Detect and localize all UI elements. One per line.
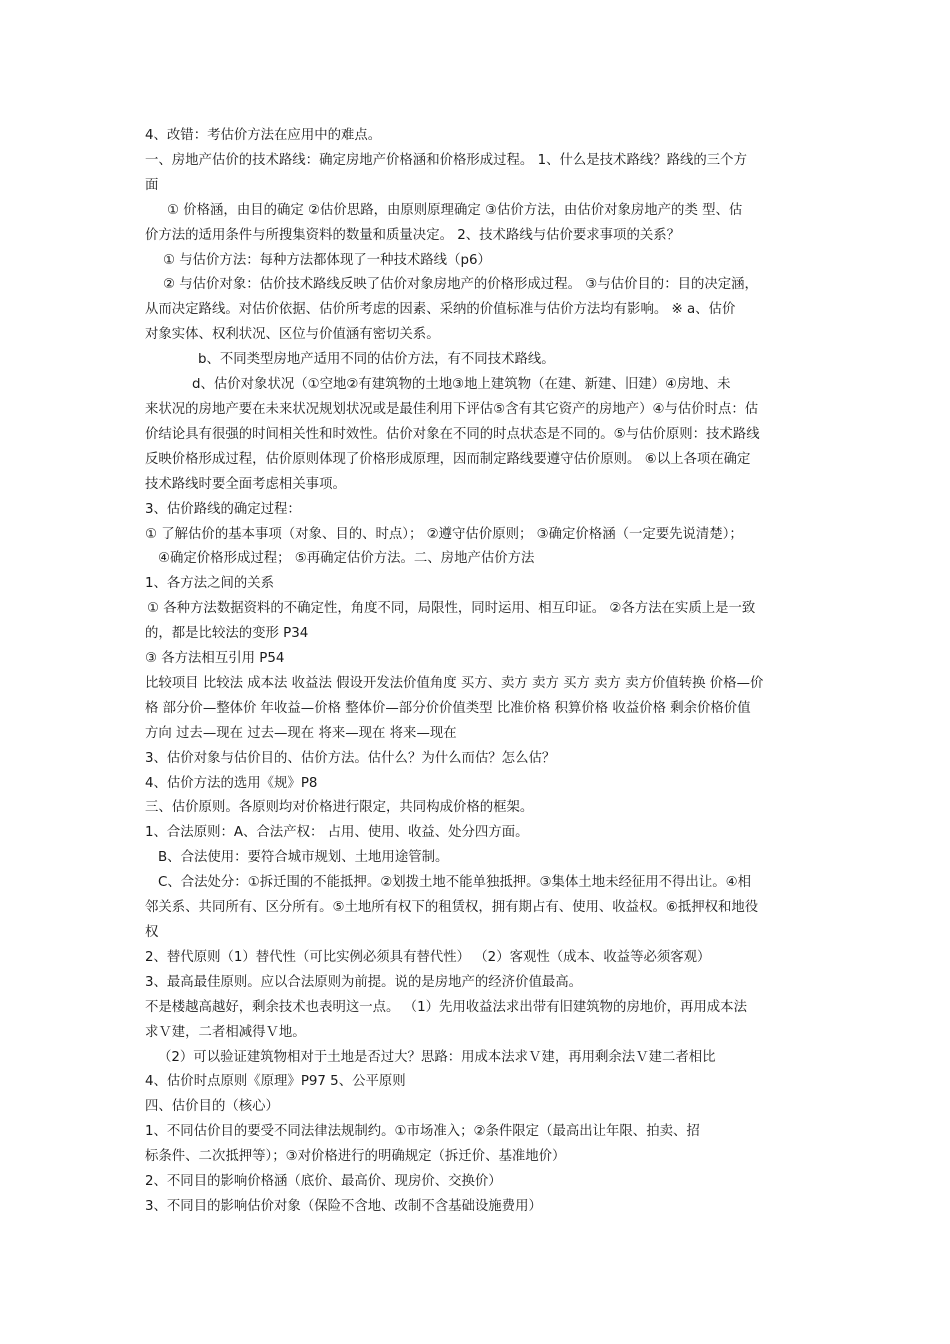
line-11: d、估价对象状况（①空地②有建筑物的土地③地上建筑物（在建、新建、旧建）④房地、未 xyxy=(192,377,731,393)
line-14: 反映价格形成过程，估价原则体现了价格形成原理，因而制定路线要遵守估价原则。 ⑥以上各项在确定 xyxy=(145,451,751,467)
line-39: 4、估价时点原则《原理》P97 5、公平原则 xyxy=(145,1074,406,1090)
line-5: 价方法的适用条件与所搜集资料的数量和质量决定。 2、技术路线与估价要求事项的关系？ xyxy=(145,227,681,243)
line-25: 方向 过去—现在 过去—现在 将来—现在 将来—现在 xyxy=(145,725,457,741)
line-37: 求Ｖ建，二者相减得Ｖ地。 xyxy=(145,1024,306,1040)
line-3: 面 xyxy=(145,177,159,193)
line-16: 3、估价路线的确定过程： xyxy=(145,501,301,517)
line-17: ① 了解估价的基本事项（对象、目的、时点）； ②遵守估价原则； ③确定价格涵（一定要先说清楚）； xyxy=(145,526,743,542)
line-12: 来状况的房地产要在未来状况规划状况或是最佳利用下评估⑤含有其它资产的房地产）④与估价时点：估 xyxy=(145,401,759,417)
line-26: 3、估价对象与估价目的、估价方法。估什么？为什么而估？怎么估？ xyxy=(145,750,556,766)
line-44: 3、不同目的影响估价对象（保险不含地、改制不含基础设施费用） xyxy=(145,1198,542,1214)
line-2: 一、房地产估价的技术路线：确定房地产价格涵和价格形成过程。 1、什么是技术路线？路线的三个方 xyxy=(145,152,747,168)
line-27: 4、估价方法的选用《规》P8 xyxy=(145,775,318,791)
line-7: ② 与估价对象：估价技术路线反映了估价对象房地产的价格形成过程。 ③与估价目的：目的决定涵， xyxy=(163,277,758,293)
line-22: ③ 各方法相互引用 P54 xyxy=(145,651,285,667)
line-33: 权 xyxy=(145,925,159,940)
line-30: B、合法使用：要符合城市规划、土地用途管制。 xyxy=(158,850,449,866)
line-23: 比较项目 比较法 成本法 收益法 假设开发法价值角度 买方、卖方 卖方 买方 卖方 卖方价值转换 价格—价 xyxy=(145,675,764,691)
line-18: ④确定价格形成过程； ⑤再确定估价方法。二、房地产估价方法 xyxy=(158,551,535,567)
document-body xyxy=(145,124,810,1220)
line-31: C、合法处分：①拆迁围的不能抵押。②划拨土地不能单独抵押。③集体土地未经征用不得出让。④相 xyxy=(158,875,751,891)
line-1: 4、改错：考估价方法在应用中的难点。 xyxy=(145,128,382,143)
line-38: （2）可以验证建筑物相对于土地是否过大？思路：用成本法求Ｖ建，再用剩余法Ｖ建二者相比 xyxy=(158,1049,716,1065)
line-28: 三、估价原则。各原则均对价格进行限定，共同构成价格的框架。 xyxy=(145,800,534,816)
line-32: 邻关系、共同所有、区分所有。⑤土地所有权下的租赁权，拥有期占有、使用、收益权。⑥抵押权和地役 xyxy=(145,900,759,916)
line-42: 标条件、二次抵押等）；③对价格进行的明确规定（拆迁价、基准地价） xyxy=(145,1149,566,1165)
line-34: 2、替代原则（1）替代性（可比实例必须具有替代性） （2）客观性（成本、收益等必须客观） xyxy=(145,949,711,965)
line-29: 1、合法原则：A、合法产权： 占用、使用、收益、处分四方面。 xyxy=(145,825,529,841)
line-15: 技术路线时要全面考虑相关事项。 xyxy=(145,476,346,492)
line-24: 格 部分价—整体价 年收益—价格 整体价—部分价价值类型 比准价格 积算价格 收益价格 剩余价格价值 xyxy=(145,700,751,716)
line-19: 1、各方法之间的关系 xyxy=(145,576,275,592)
line-20: ① 各种方法数据资料的不确定性，角度不同，局限性，同时运用、相互印证。 ②各方法在实质上是一致 xyxy=(147,601,756,617)
line-4: ① 价格涵，由目的确定 ②估价思路，由原则原理确定 ③估价方法，由估价对象房地产的类 型、估 xyxy=(167,202,743,218)
line-9: 对象实体、权利状况、区位与价值涵有密切关系。 xyxy=(145,327,440,343)
line-13: 价结论具有很强的时间相关性和时效性。估价对象在不同的时点状态是不同的。⑤与估价原则：技术路线 xyxy=(145,426,760,442)
line-8: 从而决定路线。对估价依据、估价所考虑的因素、采纳的价值标准与估价方法均有影响。 ※ a、估价 xyxy=(145,302,736,318)
line-6: ① 与估价方法：每种方法都体现了一种技术路线（p6） xyxy=(163,252,491,268)
line-10: b、不同类型房地产适用不同的估价方法，有不同技术路线。 xyxy=(198,352,555,368)
line-40: 四、估价目的（核心） xyxy=(145,1099,279,1115)
line-41: 1、不同估价目的要受不同法律法规制约。①市场准入；②条件限定（最高出让年限、拍卖、招 xyxy=(145,1124,700,1140)
line-21: 的，都是比较法的变形 P34 xyxy=(145,626,309,642)
line-36: 不是楼越高越好，剩余技术也表明这一点。 （1）先用收益法求出带有旧建筑物的房地价，再用成本法 xyxy=(145,999,747,1015)
line-35: 3、最高最佳原则。应以合法原则为前提。说的是房地产的经济价值最高。 xyxy=(145,974,583,990)
line-43: 2、不同目的影响价格涵（底价、最高价、现房价、交换价） xyxy=(145,1174,502,1190)
